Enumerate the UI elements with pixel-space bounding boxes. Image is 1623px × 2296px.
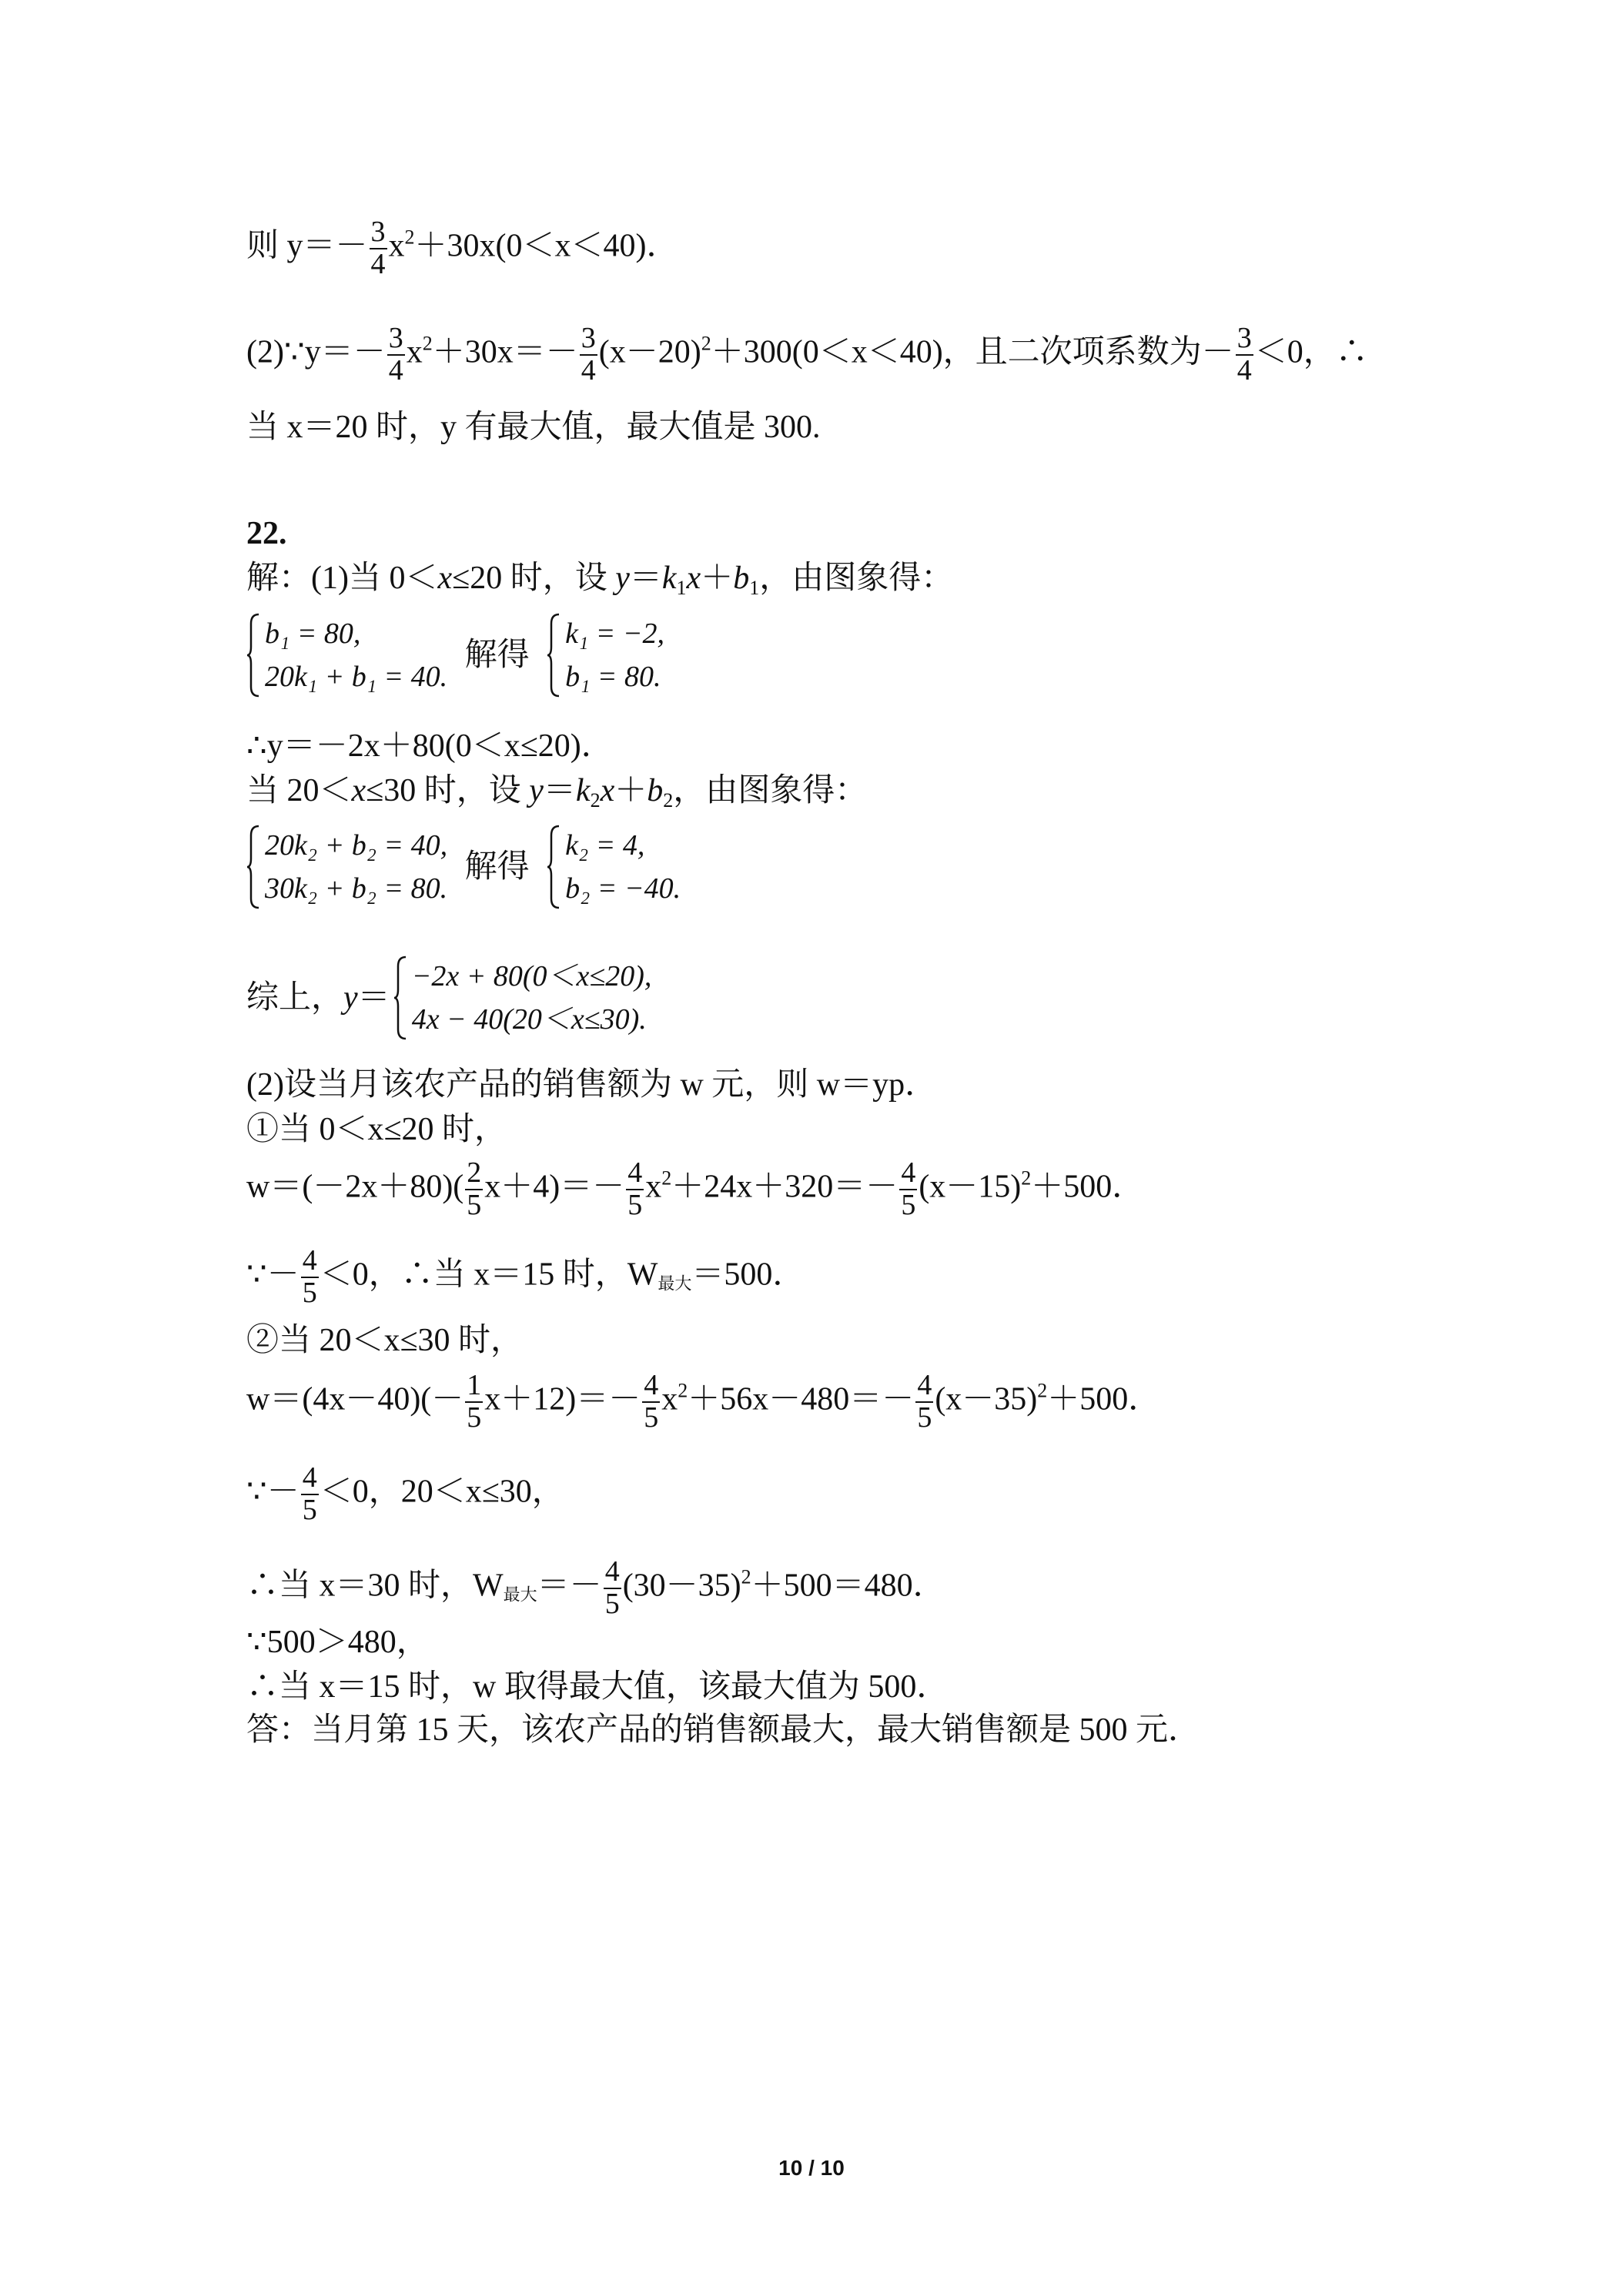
text: x <box>406 334 423 370</box>
text: w＝(－2x＋80)( <box>246 1169 464 1205</box>
text: ＋30x＝－ <box>432 334 578 370</box>
text: ≤20 时，设 <box>452 561 616 596</box>
denominator: 5 <box>467 1401 482 1434</box>
numerator: 1 <box>467 1369 482 1401</box>
text: ＋30x(0＜x＜40)． <box>414 228 679 264</box>
variable: y <box>529 773 544 808</box>
text: ＝ <box>357 980 390 1016</box>
text: ＜0，∴ <box>1254 334 1368 370</box>
numerator: 3 <box>370 216 386 248</box>
text: x＋12)＝－ <box>484 1381 641 1417</box>
fraction <box>465 1371 483 1434</box>
numerator: 4 <box>644 1369 659 1401</box>
text: (x－35) <box>935 1381 1038 1417</box>
numerator: 4 <box>604 1555 620 1588</box>
denominator: 5 <box>917 1401 932 1434</box>
left-brace-icon <box>547 825 561 909</box>
exponent: 2 <box>422 332 433 355</box>
numerator: 3 <box>581 322 596 354</box>
numerator: 2 <box>467 1156 482 1189</box>
text-line <box>246 217 679 280</box>
text: 当 20＜ <box>246 773 352 808</box>
page-number: 10 / 10 <box>778 2156 845 2180</box>
text: x <box>661 1381 678 1417</box>
text-line: (2)设当月该农产品的销售额为 w 元，则 w＝yp． <box>246 1067 938 1103</box>
equation: 20k₂ + b₂ = 40, <box>265 829 448 862</box>
exponent: 2 <box>741 1565 751 1588</box>
left-brace-icon <box>393 956 407 1040</box>
piecewise-wrap <box>246 955 651 1041</box>
text: ∴当 x＝30 时，W <box>246 1568 504 1604</box>
text: ＜0，∴当 x＝15 时，W <box>320 1257 658 1293</box>
text: ＜0，20＜x≤30， <box>320 1474 564 1510</box>
denominator: 4 <box>1236 353 1252 387</box>
equation: b₂ = −40. <box>565 872 681 905</box>
denominator: 5 <box>901 1188 916 1221</box>
denominator: 5 <box>627 1188 643 1221</box>
equation: k₂ = 4, <box>565 829 645 862</box>
variable: x <box>686 561 701 596</box>
denominator: 5 <box>302 1493 317 1526</box>
left-brace-icon <box>246 613 260 698</box>
fraction <box>915 1371 933 1434</box>
text: ＝－ <box>537 1568 602 1604</box>
text-line <box>246 1246 805 1309</box>
system-right <box>547 612 664 698</box>
numerator: 4 <box>302 1244 317 1277</box>
equation-system <box>246 824 681 910</box>
denominator: 5 <box>644 1401 659 1434</box>
piecewise-function <box>246 955 651 1041</box>
text-line <box>246 1463 564 1526</box>
text-line: ①当 0＜x≤20 时， <box>246 1112 507 1147</box>
text: 综上， <box>246 980 344 1016</box>
text-line: ∴当 x＝15 时，w 取得最大值，该最大值为 500． <box>246 1669 949 1705</box>
denominator: 5 <box>467 1188 482 1221</box>
fraction <box>465 1158 483 1221</box>
subscript: 1 <box>749 577 760 599</box>
text-line <box>246 1371 1160 1434</box>
text: 当 x＝20 时，y 有最大值，最大值是 300. <box>246 410 821 445</box>
denominator: 4 <box>388 353 403 387</box>
solve-word: 解得 <box>464 638 530 673</box>
variable: y <box>343 980 358 1016</box>
denominator: 5 <box>604 1587 620 1620</box>
exponent: 2 <box>1037 1379 1048 1402</box>
text-line: ∴y＝－2x＋80(0＜x≤20)． <box>246 728 614 764</box>
equation: 30k₂ + b₂ = 80. <box>265 872 448 905</box>
equation: b₁ = 80, <box>265 618 361 650</box>
text: ＋ <box>701 561 734 596</box>
system-left <box>246 824 447 910</box>
subscript: 2 <box>663 789 674 812</box>
text: x <box>388 228 405 264</box>
denominator: 4 <box>370 247 386 280</box>
exponent: 2 <box>701 332 711 355</box>
equation-system <box>246 612 664 698</box>
fraction <box>301 1463 319 1526</box>
solve-word: 解得 <box>464 849 530 885</box>
numerator: 4 <box>901 1156 916 1189</box>
equation: k₁ = −2, <box>565 618 664 650</box>
text: ＝500． <box>691 1257 805 1293</box>
numerator: 4 <box>302 1461 317 1494</box>
variable: y <box>615 561 630 596</box>
text: ＋24x＋320＝－ <box>671 1169 899 1205</box>
fraction <box>580 323 597 387</box>
variable: k <box>661 561 677 596</box>
text: x <box>645 1169 662 1205</box>
text-line <box>246 561 954 599</box>
text-line <box>246 773 868 812</box>
system-left <box>246 612 447 698</box>
text: w＝(4x－40)(－ <box>246 1381 464 1417</box>
fraction <box>1236 323 1253 387</box>
text-line <box>246 323 1368 387</box>
subscript: 最大 <box>658 1274 692 1294</box>
fraction <box>642 1371 660 1434</box>
equation: 4x − 40(20＜x≤30). <box>411 1003 647 1036</box>
numerator: 3 <box>1236 322 1252 354</box>
fraction <box>899 1158 917 1221</box>
answer-line: 答：当月第 15 天，该农产品的销售额最大，最大销售额是 500 元． <box>246 1712 1201 1748</box>
variable: x <box>351 773 366 808</box>
variable: b <box>733 561 750 596</box>
text: ＋ <box>614 773 648 808</box>
text: x＋4)＝－ <box>484 1169 625 1205</box>
numerator: 3 <box>388 322 403 354</box>
left-brace-icon <box>246 825 260 909</box>
text: ＋500． <box>1047 1381 1161 1417</box>
numerator: 4 <box>627 1156 643 1189</box>
text-line <box>246 411 821 443</box>
text: ∵－ <box>246 1474 300 1510</box>
fraction <box>370 217 387 280</box>
denominator: 4 <box>581 353 596 387</box>
fraction <box>604 1557 621 1620</box>
numerator: 4 <box>917 1369 932 1401</box>
text: ，由图象得： <box>759 561 954 596</box>
fraction <box>301 1246 319 1309</box>
variable: b <box>647 773 664 808</box>
text: ≤30 时，设 <box>366 773 530 808</box>
text: 解：(1)当 0＜ <box>246 561 438 596</box>
text: 则 y＝－ <box>246 228 368 264</box>
exponent: 2 <box>404 226 415 249</box>
equation: b₁ = 80. <box>565 661 661 693</box>
fraction <box>387 323 405 387</box>
text: ＝ <box>629 561 662 596</box>
text: (30－35) <box>622 1568 741 1604</box>
text: (x－20) <box>598 334 701 370</box>
exponent: 2 <box>661 1166 672 1190</box>
text: ，由图象得： <box>673 773 868 808</box>
text-line <box>246 1158 1144 1221</box>
variable: x <box>600 773 615 808</box>
equation: −2x + 80(0＜x≤20), <box>411 960 652 992</box>
variable: x <box>437 561 453 596</box>
text: ＝ <box>543 773 576 808</box>
text: (x－15) <box>919 1169 1022 1205</box>
text-line: ∵500＞480， <box>246 1625 429 1660</box>
text-line: ②当 20＜x≤30 时， <box>246 1323 524 1358</box>
text: ∵－ <box>246 1257 300 1293</box>
text: ＋500＝480． <box>751 1568 945 1604</box>
equation: 20k₁ + b₁ = 40. <box>265 661 448 693</box>
text: ＋56x－480＝－ <box>688 1381 915 1417</box>
left-brace-icon <box>547 613 561 698</box>
text: ＋500． <box>1031 1169 1145 1205</box>
question-number: 22. <box>246 516 287 551</box>
subscript: 2 <box>590 789 601 812</box>
fraction <box>626 1158 644 1221</box>
text: (2)∵y＝－ <box>246 334 386 370</box>
text: ＋300(0＜x＜40)，且二次项系数为－ <box>711 334 1234 370</box>
exponent: 2 <box>678 1379 688 1402</box>
subscript: 1 <box>676 577 687 599</box>
exponent: 2 <box>1021 1166 1032 1190</box>
text-line <box>246 1557 945 1620</box>
system-right <box>547 824 681 910</box>
variable: k <box>575 773 591 808</box>
denominator: 5 <box>302 1276 317 1309</box>
subscript: 最大 <box>503 1585 537 1605</box>
